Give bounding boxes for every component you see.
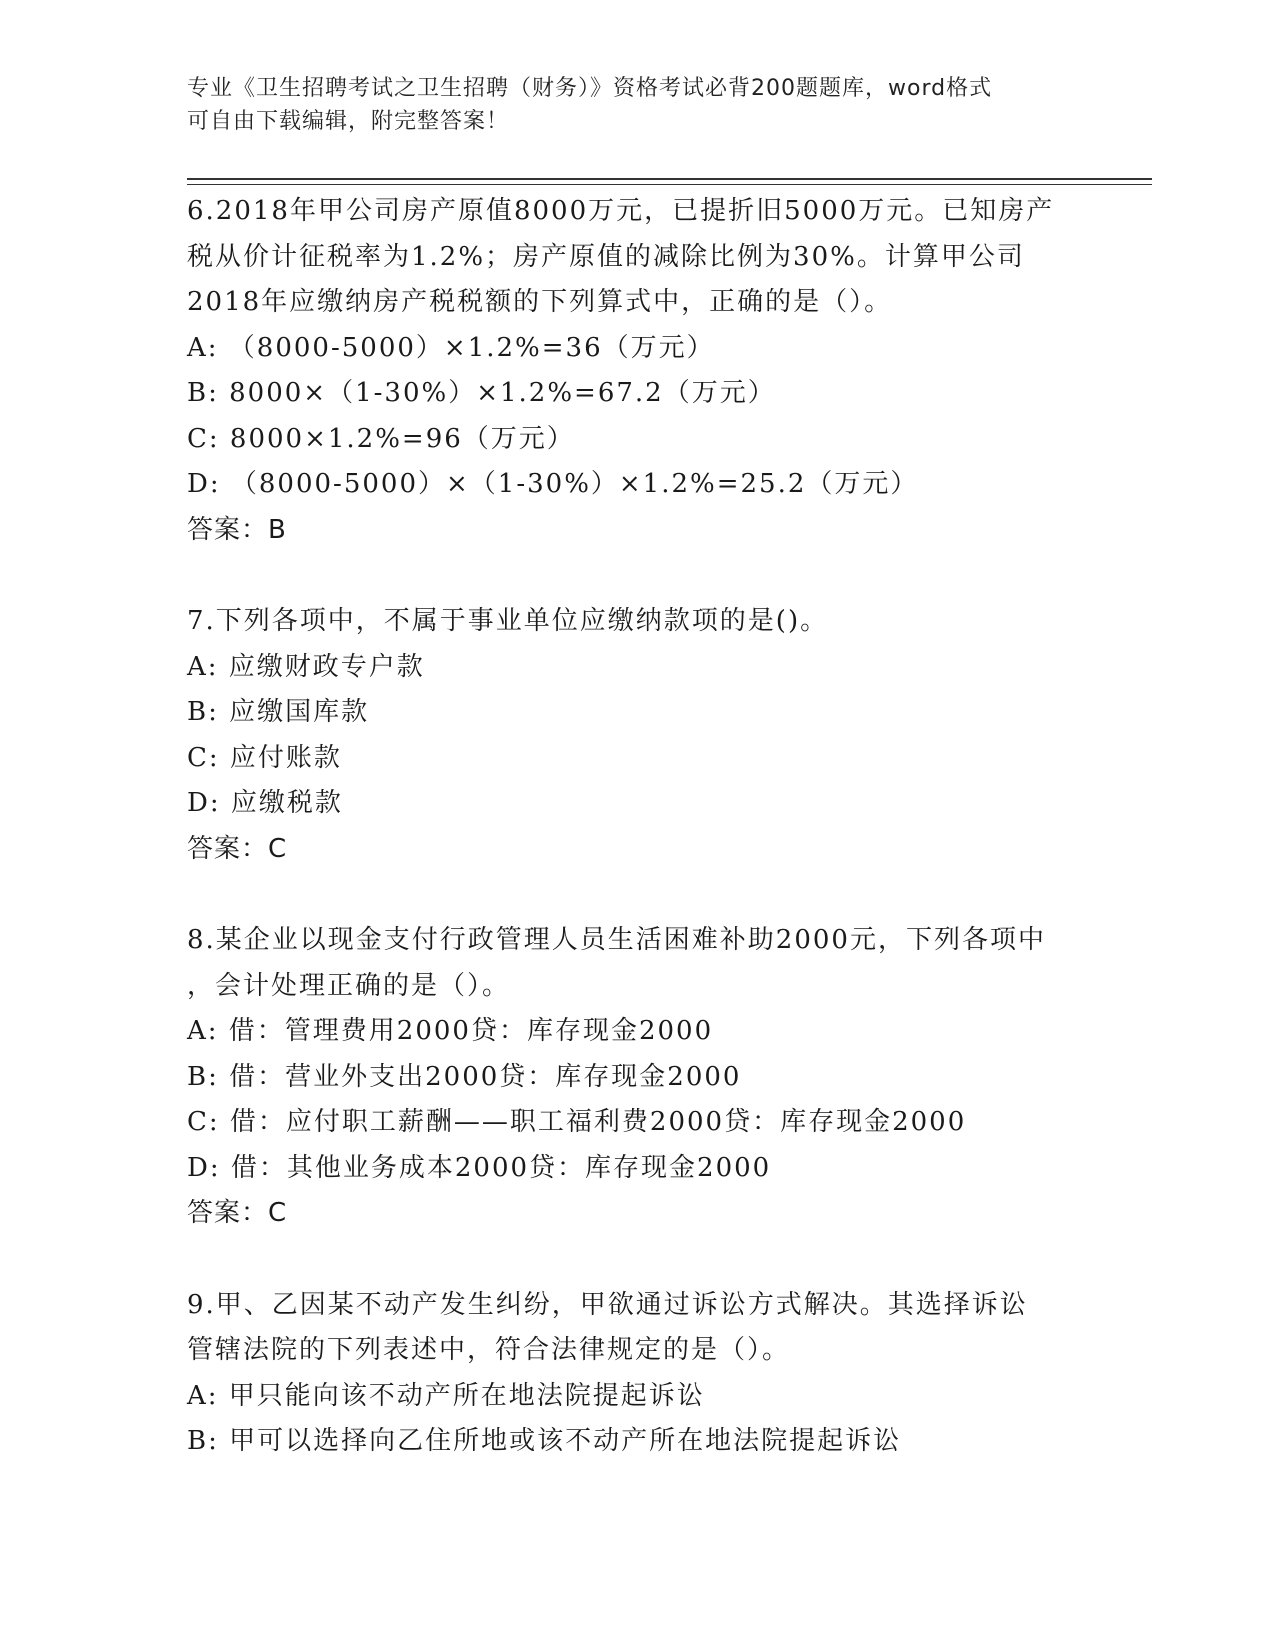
question-6 (187, 189, 1147, 553)
question-text: ，会计处理正确的是（）。 (187, 970, 511, 1001)
question-list (187, 189, 1147, 1511)
option-b: B: 借：营业外支出2000贷：库存现金2000 (187, 1061, 742, 1092)
option-b: B: 甲可以选择向乙住所地或该不动产所在地法院提起诉讼 (187, 1426, 902, 1456)
question-9 (187, 1283, 1147, 1465)
question-text: 6.2018年甲公司房产原值8000万元，已提折旧5000万元。已知房产 (187, 196, 1055, 226)
question-text: 8.某企业以现金支付行政管理人员生活困难补助2000元，下列各项中 (187, 925, 1046, 955)
question-7 (187, 599, 1147, 872)
option-a: A: 甲只能向该不动产所在地法院提起诉讼 (187, 1380, 705, 1411)
option-c: C: 应付账款 (187, 742, 342, 773)
header-line: 专业《卫生招聘考试之卫生招聘（财务）》资格考试必背200题题库，word格式 (187, 76, 993, 101)
option-b: B: 应缴国库款 (187, 697, 370, 727)
question-text: 2018年应缴纳房产税税额的下列算式中，正确的是（）。 (187, 287, 893, 317)
option-d: D: 应缴税款 (187, 788, 343, 818)
option-a: A: （8000-5000）×1.2%=36（万元） (187, 332, 715, 363)
option-d: D: （8000-5000）×（1-30%）×1.2%=25.2（万元） (187, 469, 919, 499)
question-text: 9.甲、乙因某不动产发生纠纷，甲欲通过诉讼方式解决。其选择诉讼 (187, 1289, 1028, 1320)
header-line: 可自由下载编辑，附完整答案！ (187, 109, 510, 134)
answer: 答案：C (187, 833, 288, 864)
answer: 答案：B (187, 514, 287, 545)
answer: 答案：C (187, 1198, 288, 1228)
option-d: D: 借：其他业务成本2000贷：库存现金2000 (187, 1152, 772, 1183)
question-text: 税从价计征税率为1.2%；房产原值的减除比例为30%。计算甲公司 (187, 241, 1025, 272)
option-a: A: 应缴财政专户款 (187, 651, 425, 682)
question-text: 7.下列各项中，不属于事业单位应缴纳款项的是()。 (187, 606, 829, 636)
header-divider-thin (187, 184, 1152, 185)
option-b: B: 8000×（1-30%）×1.2%=67.2（万元） (187, 378, 776, 408)
question-8 (187, 918, 1147, 1237)
option-c: C: 借：应付职工薪酬——职工福利费2000贷：库存现金2000 (187, 1107, 967, 1137)
option-a: A: 借：管理费用2000贷：库存现金2000 (187, 1016, 714, 1046)
option-c: C: 8000×1.2%=96（万元） (187, 423, 575, 454)
header-divider-thick (187, 178, 1152, 180)
question-text: 管辖法院的下列表述中，符合法律规定的是（）。 (187, 1335, 791, 1365)
document-header (187, 72, 1087, 138)
